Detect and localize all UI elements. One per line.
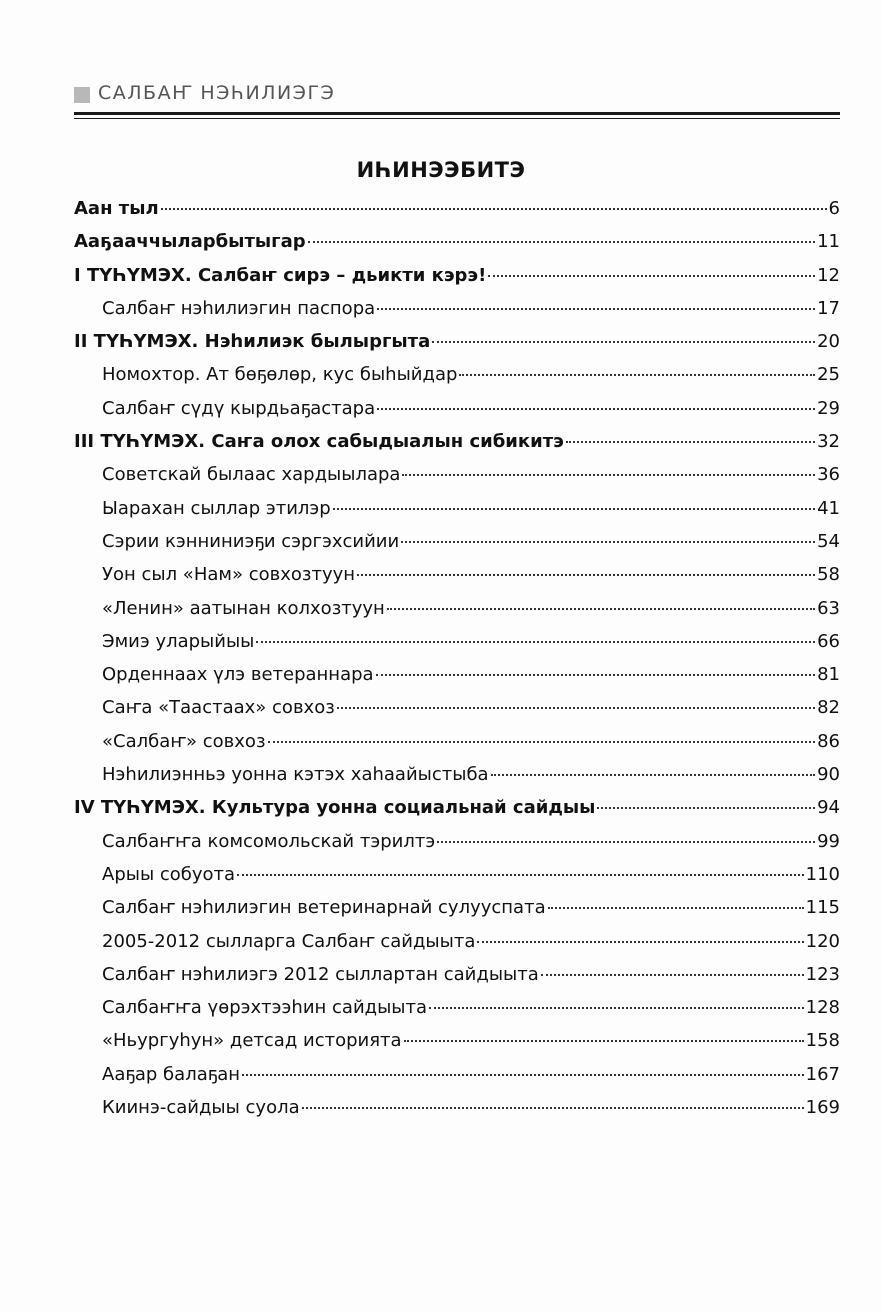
toc-entry-page: 63 [817,597,840,619]
toc-entry-page: 11 [817,231,840,253]
toc-dot-leader [491,774,816,776]
toc-entry-label: «Салбаҥ» совхоз [102,730,266,752]
toc-sub-entry[interactable] [74,960,840,993]
toc-entry-page: 86 [817,730,840,752]
toc-sub-entry[interactable] [74,360,840,393]
header-rule-thick [74,112,840,115]
running-header [74,82,840,112]
toc-entry-label: «Ньургуһун» детсад историята [102,1030,402,1052]
toc-entry-page: 158 [805,1030,840,1052]
toc-sub-entry[interactable] [74,827,840,860]
toc-chapter-entry[interactable] [74,194,840,227]
toc-entry-label: IV ТҮҺҮМЭХ. Культура уонна социальнай сайдыы [74,797,596,819]
toc-entry-page: 120 [805,930,840,952]
toc-dot-leader [333,508,815,510]
toc-entry-label: Салбаҥ сүдү кырдьаҕастара [102,397,376,419]
toc-dot-leader [566,441,815,443]
toc-entry-label: II ТҮҺҮМЭХ. Нэһилиэк былыргыта [74,331,431,353]
toc-dot-leader [337,707,815,709]
toc-dot-leader [597,807,815,809]
toc-dot-leader [548,907,804,909]
toc-entry-label: Салбаҥҥа үөрэхтээһин сайдыыта [102,997,428,1019]
toc-entry-page: 99 [817,830,840,852]
toc-dot-leader [268,741,816,743]
toc-entry-page: 36 [817,464,840,486]
toc-entry-page: 54 [817,530,840,552]
toc-entry-label: Салбаҥ нэһилиэгин ветеринарнай сулууспата [102,897,546,919]
toc-entry-label: Салбаҥҥа комсомольскай тэрилтэ [102,830,436,852]
toc-dot-leader [237,874,804,876]
toc-entry-page: 90 [817,764,840,786]
toc-sub-entry[interactable] [74,760,840,793]
toc-entry-page: 123 [805,963,840,985]
toc-sub-entry[interactable] [74,1026,840,1059]
toc-entry-page: 32 [817,431,840,453]
toc-entry-page: 29 [817,397,840,419]
toc-entry-page: 6 [828,198,840,219]
toc-entry-page: 169 [805,1097,840,1119]
toc-sub-entry[interactable] [74,927,840,960]
toc-dot-leader [488,275,815,277]
toc-dot-leader [402,474,815,476]
toc-entry-page: 12 [817,264,840,286]
toc-dot-leader [459,374,815,376]
toc-entry-label: Киинэ-сайдыы суола [102,1097,300,1119]
toc-sub-entry[interactable] [74,560,840,593]
toc-entry-label: Арыы собуота [102,863,236,885]
toc-dot-leader [377,308,815,310]
toc-title: ИҺИНЭЭБИТЭ [356,158,526,182]
toc-entry-page: 25 [817,364,840,386]
toc-dot-leader [541,974,804,976]
toc-chapter-entry[interactable] [74,327,840,360]
toc-entry-page: 167 [805,1063,840,1085]
toc-entry-page: 110 [805,863,840,885]
toc-entry-label: Сэрии кэнниниэҕи сэргэхсийии [102,530,400,552]
toc-dot-leader [387,608,815,610]
toc-dot-leader [376,674,816,676]
toc-entry-label: Аан тыл [74,198,159,219]
toc-dot-leader [377,408,815,410]
toc-entry-label: Ааҕааччыларбытыгар [74,231,306,253]
toc-chapter-entry[interactable] [74,793,840,826]
toc-entry-label: Нэһилиэнньэ уонна кэтэх хаһаайыстыба [102,764,489,786]
toc-sub-entry[interactable] [74,394,840,427]
toc-entry-page: 17 [817,297,840,319]
toc-sub-entry[interactable] [74,660,840,693]
toc-entry-page: 128 [805,997,840,1019]
toc-sub-entry[interactable] [74,494,840,527]
toc-sub-entry[interactable] [74,860,840,893]
toc-entry-page: 94 [817,797,840,819]
toc-sub-entry[interactable] [74,594,840,627]
toc-sub-entry[interactable] [74,460,840,493]
toc-sub-entry[interactable] [74,993,840,1026]
toc-dot-leader [256,641,815,643]
table-of-contents [74,194,840,1126]
toc-entry-page: 115 [805,897,840,919]
toc-entry-label: Ыарахан сыллар этилэр [102,497,331,519]
toc-sub-entry[interactable] [74,627,840,660]
toc-entry-label: Советскай былаас хардыылара [102,464,401,486]
toc-entry-page: 41 [817,497,840,519]
toc-entry-label: I ТҮҺҮМЭХ. Салбаҥ сирэ – дьикти кэрэ! [74,264,487,286]
toc-sub-entry[interactable] [74,1093,840,1126]
toc-entry-label: Салбаҥ нэһилиэгэ 2012 сыллартан сайдыыта [102,963,539,985]
running-title: САЛБАҤ НЭҺИЛИЭГЭ [98,82,336,104]
toc-dot-leader [357,574,815,576]
toc-dot-leader [161,208,827,210]
toc-dot-leader [437,841,815,843]
toc-entry-label: 2005-2012 сылларга Салбаҥ сайдыыта [102,930,476,952]
toc-entry-label: Номохтор. Ат бөҕөлөр, кус быһыйдар [102,364,458,386]
toc-entry-label: III ТҮҺҮМЭХ. Саҥа олох сабыдыалын сибикитэ [74,431,564,453]
toc-entry-label: Орденнаах үлэ ветераннара [102,664,374,686]
toc-entry-label: «Ленин» аатынан колхозтуун [102,597,385,619]
toc-entry-page: 82 [817,697,840,719]
toc-entry-page: 58 [817,564,840,586]
toc-sub-entry[interactable] [74,294,840,327]
toc-dot-leader [404,1040,804,1042]
toc-dot-leader [242,1074,804,1076]
toc-entry-label: Ааҕар балаҕан [102,1063,241,1085]
toc-sub-entry[interactable] [74,1060,840,1093]
toc-chapter-entry[interactable] [74,261,840,294]
toc-entry-page: 81 [817,664,840,686]
header-square-icon [74,87,90,103]
toc-dot-leader [429,1007,804,1009]
toc-dot-leader [302,1107,804,1109]
header-rule-thin [74,118,840,119]
toc-entry-label: Уон сыл «Нам» совхозтуун [102,564,356,586]
toc-sub-entry[interactable] [74,893,840,926]
toc-entry-page: 20 [817,331,840,353]
toc-dot-leader [477,941,803,943]
toc-dot-leader [401,541,815,543]
toc-entry-label: Саҥа «Таастаах» совхоз [102,697,335,719]
toc-dot-leader [432,341,815,343]
toc-entry-label: Салбаҥ нэһилиэгин паспора [102,297,376,319]
toc-entry-page: 66 [817,630,840,652]
toc-sub-entry[interactable] [74,693,840,726]
toc-chapter-entry[interactable] [74,427,840,460]
toc-dot-leader [308,241,815,243]
toc-sub-entry[interactable] [74,527,840,560]
toc-entry-label: Эмиэ уларыйыы [102,630,255,652]
toc-sub-entry[interactable] [74,727,840,760]
toc-chapter-entry[interactable] [74,227,840,260]
